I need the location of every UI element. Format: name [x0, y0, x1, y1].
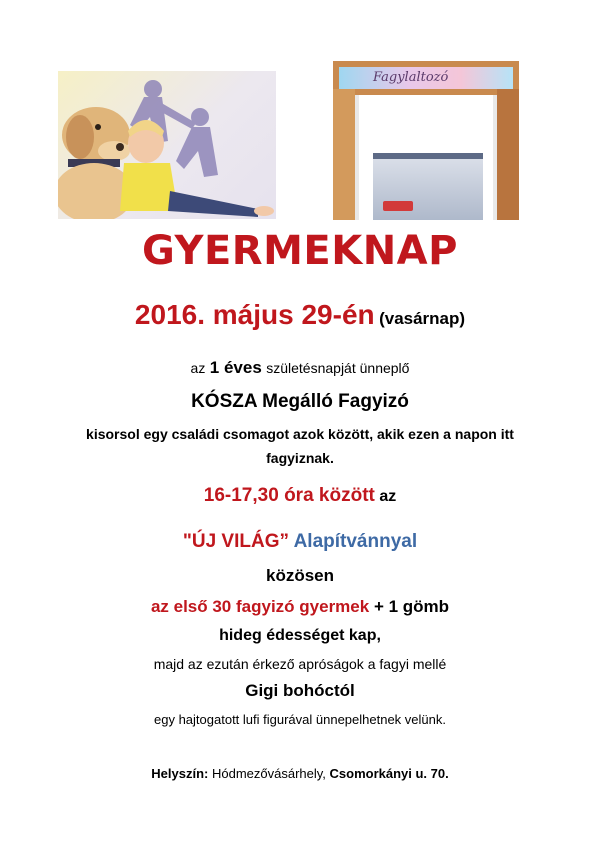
location-city: Hódmezővásárhely, — [211, 766, 326, 781]
anniversary-suffix: születésnapját ünneplő — [266, 360, 410, 376]
offer-rest: + 1 gömb — [373, 597, 450, 616]
balloon-line: egy hajtogatott lufi figurával ünnepelhetnek velünk. — [154, 712, 446, 727]
ice-cream-shop-photo — [333, 61, 519, 220]
wall-left — [333, 89, 355, 220]
event-date — [0, 299, 600, 331]
foundation-word: Alapítvánnyal — [293, 531, 418, 552]
foundation-name: "ÚJ VILÁG” — [182, 531, 289, 552]
wall-right — [497, 89, 519, 220]
offer-red-part: az első 30 fagyizó gyermek — [150, 597, 370, 616]
dog-and-child-photo — [58, 71, 276, 219]
raffle-line-2: fagyiznak. — [266, 450, 334, 466]
offer-line-2: hideg édességet kap, — [219, 627, 381, 644]
event-date-main: 2016. május 29-én — [134, 299, 375, 330]
foundation-line — [0, 531, 600, 553]
location-line — [0, 766, 600, 781]
location-label: Helyszín: — [151, 766, 209, 781]
venue-name: KÓSZA Megálló Fagyizó — [191, 391, 409, 412]
counter-logo — [383, 201, 413, 211]
photo-illustration — [58, 71, 276, 219]
time-line — [0, 485, 600, 507]
anniversary-years: 1 éves — [209, 358, 262, 377]
time-range: 16-17,30 óra között — [203, 485, 375, 506]
shop-sign — [339, 67, 513, 89]
together-line: közösen — [265, 566, 335, 585]
anniversary-prefix: az — [190, 360, 206, 376]
location-street: Csomorkányi u. 70. — [329, 766, 449, 781]
anniversary-line — [0, 358, 600, 378]
kids-line: majd az ezután érkező apróságok a fagyi mellé — [153, 656, 447, 672]
event-title: GYERMEKNAP — [142, 228, 458, 274]
shop-sign-text: Fagylaltozó — [373, 70, 449, 85]
event-date-day: (vasárnap) — [379, 309, 466, 328]
raffle-line-1: kisorsol egy családi csomagot azok között, akik ezen a napon itt — [86, 426, 514, 442]
offer-line — [0, 597, 600, 617]
time-suffix: az — [379, 488, 397, 505]
clown-line: Gigi bohóctól — [245, 681, 355, 700]
